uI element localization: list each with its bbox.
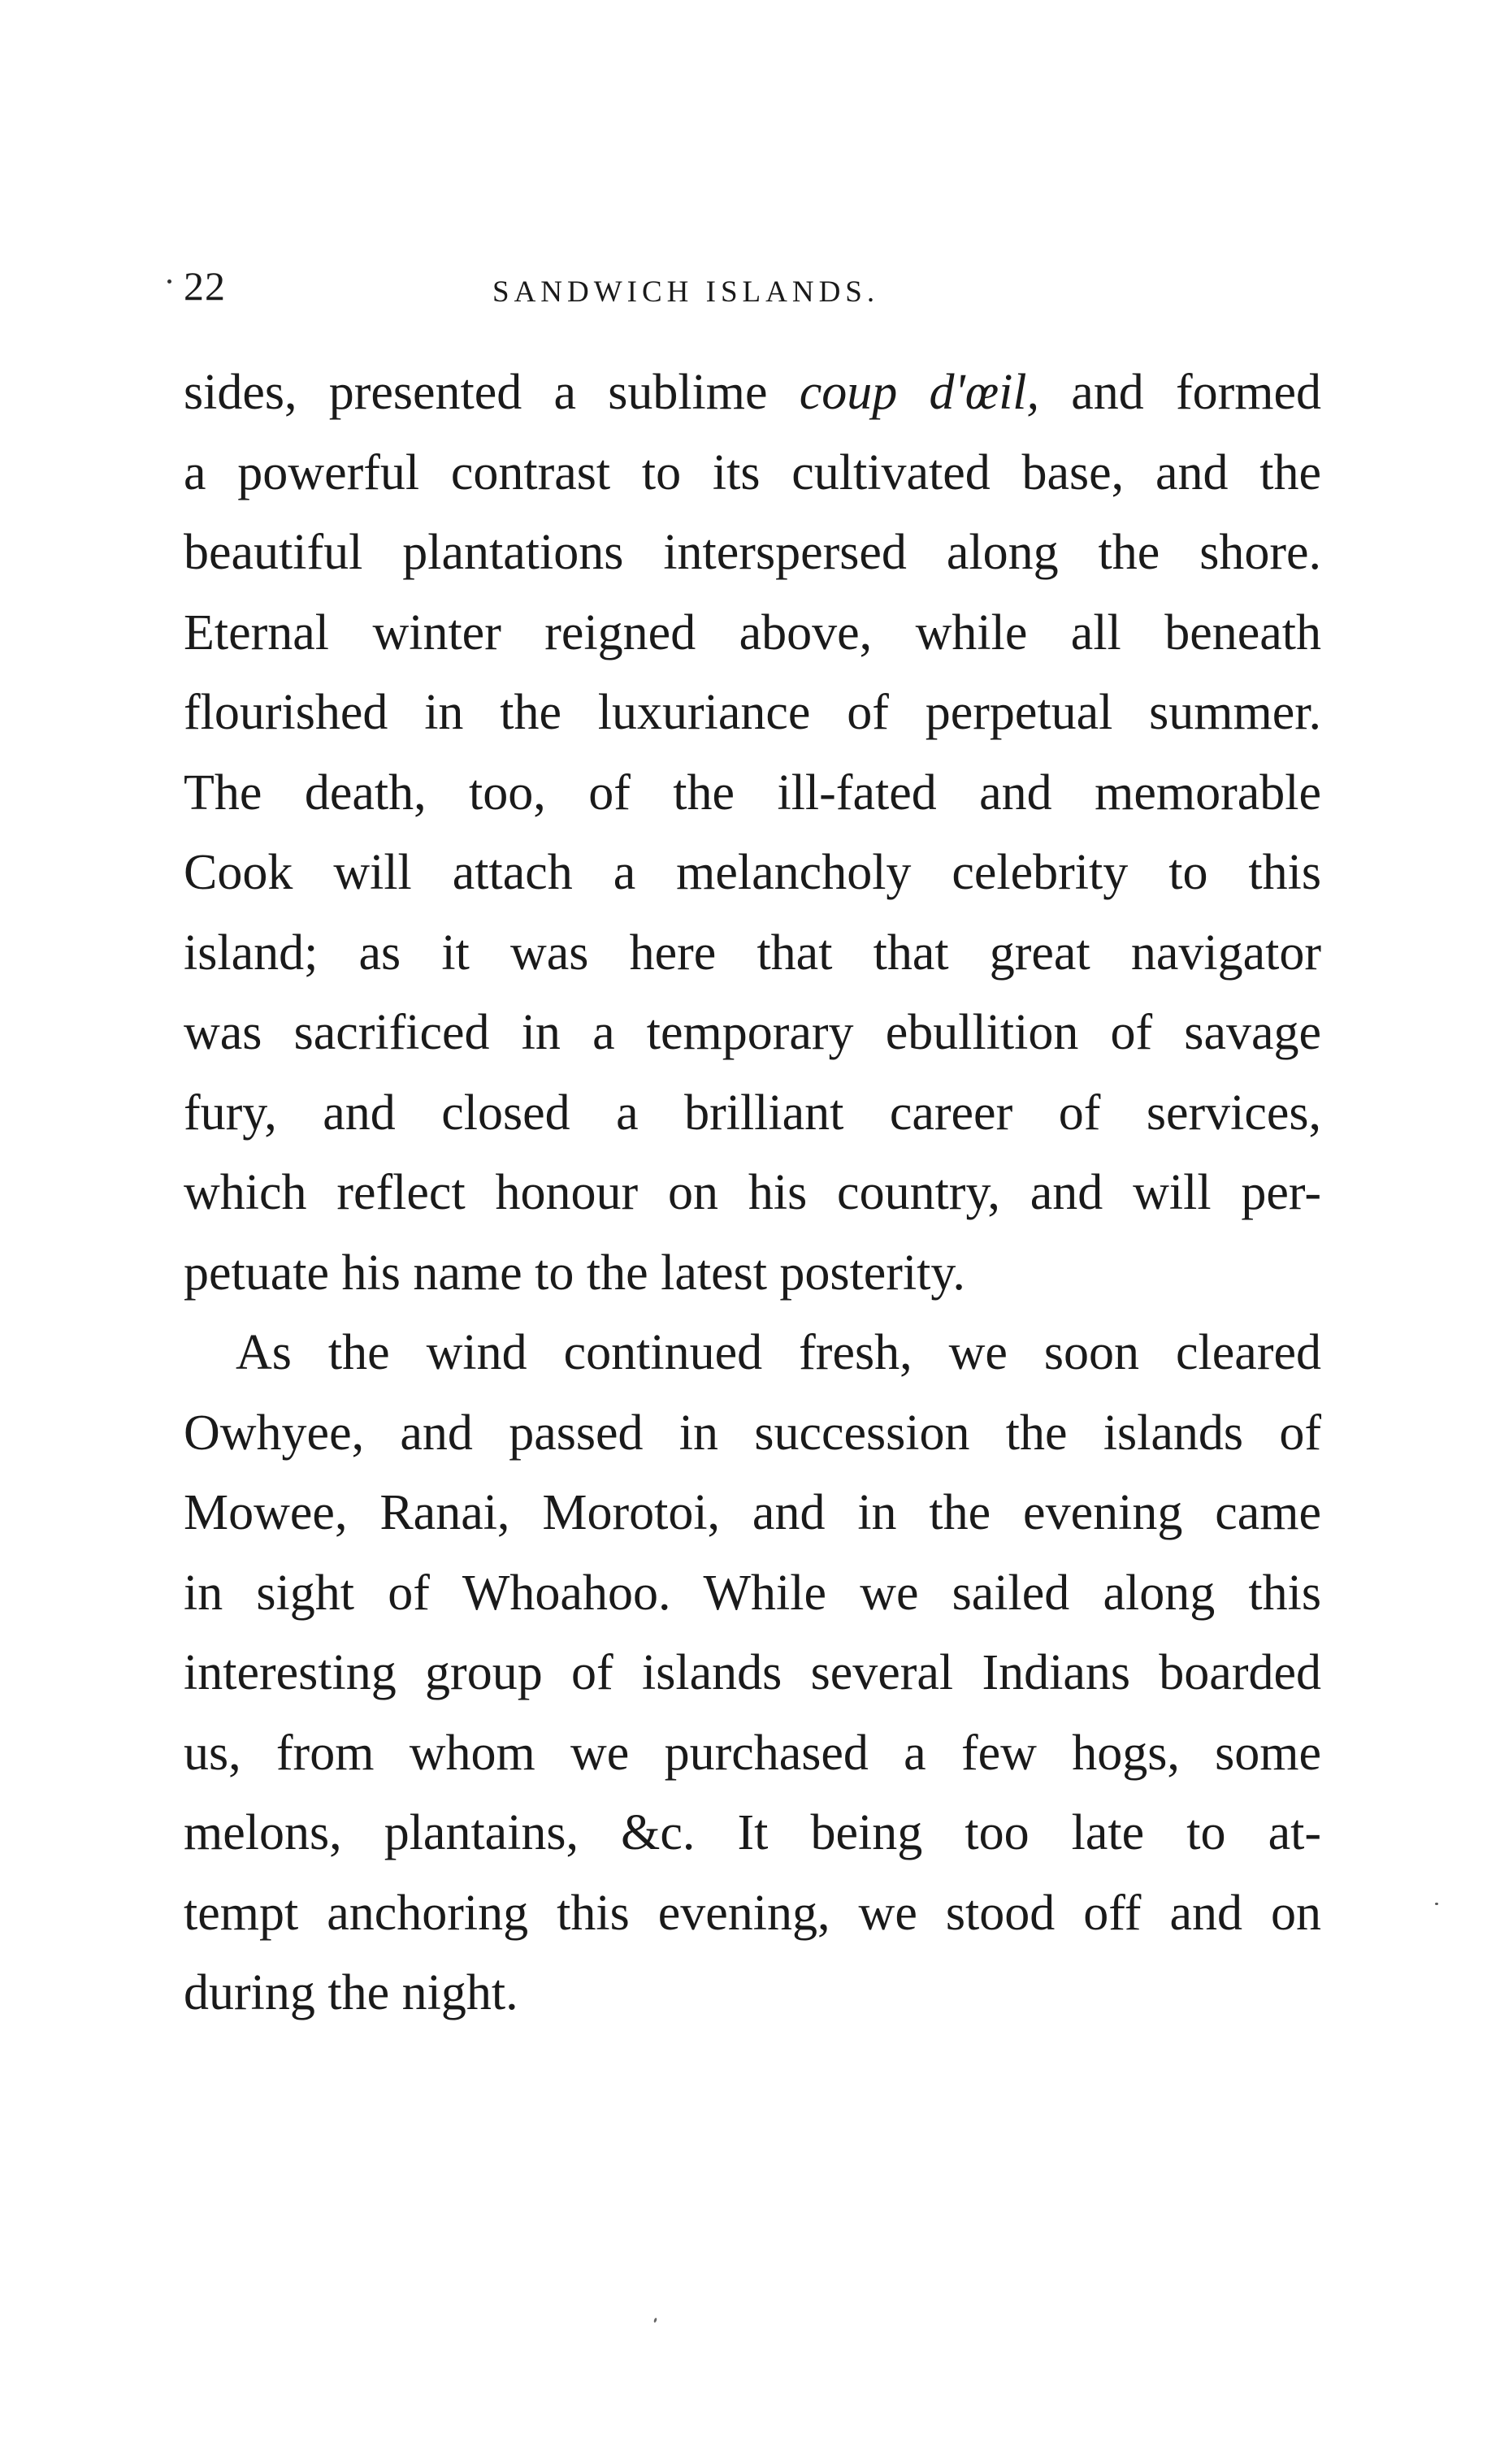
text-line-7: Cook will attach a melancholy celebrity to this: [184, 845, 1321, 900]
text-line-18: us, from whom we purchased a few hogs, some: [184, 1725, 1321, 1781]
running-head: [184, 253, 1321, 318]
body-text: [184, 353, 1321, 2033]
text-line-13: As the wind continued fresh, we soon cleared: [236, 1325, 1321, 1380]
text-line-19: melons, plantains, &c. It being too late to at-: [184, 1805, 1321, 1860]
text-line-12: petuate his name to the latest posterity.: [184, 1245, 965, 1301]
text-line-15: Mowee, Ranai, Morotoi, and in the evening came: [184, 1485, 1321, 1540]
print-mark: [167, 279, 171, 284]
running-title: SANDWICH ISLANDS.: [492, 275, 880, 309]
line-1-text-after: and formed: [1039, 365, 1321, 420]
text-line-10: fury, and closed a brilliant career of services,: [184, 1085, 1321, 1141]
text-line-4: Eternal winter reigned above, while all beneath: [184, 604, 1321, 660]
text-line-17: interesting group of islands several Indians boarded: [184, 1645, 1321, 1700]
italic-phrase: coup d'œil,: [799, 365, 1040, 420]
text-line-8: island; as it was here that that great navigator: [184, 925, 1321, 981]
text-line-14: Owhyee, and passed in succession the islands of: [184, 1405, 1321, 1461]
text-line-5: flourished in the luxuriance of perpetual summer.: [184, 685, 1321, 740]
text-line-21: during the night.: [184, 1965, 518, 2020]
print-speck: [653, 2318, 657, 2323]
line-1-text-before: sides, presented a sublime: [184, 365, 800, 420]
text-line-3: beautiful plantations interspersed along the shore.: [184, 525, 1321, 580]
text-line-6: The death, too, of the ill-fated and memorable: [184, 764, 1321, 821]
text-line-2: a powerful contrast to its cultivated base, and the: [184, 444, 1321, 500]
print-speck: [1435, 1903, 1438, 1905]
text-line-9: was sacrificed in a temporary ebullition of savage: [184, 1005, 1321, 1060]
text-line-11: which reflect honour on his country, and will per-: [184, 1165, 1321, 1220]
page-number: 22: [184, 263, 226, 309]
text-line-1: [184, 353, 1321, 433]
text-line-20: tempt anchoring this evening, we stood off and on: [184, 1885, 1321, 1941]
text-line-16: in sight of Whoahoo. While we sailed along this: [184, 1565, 1321, 1621]
